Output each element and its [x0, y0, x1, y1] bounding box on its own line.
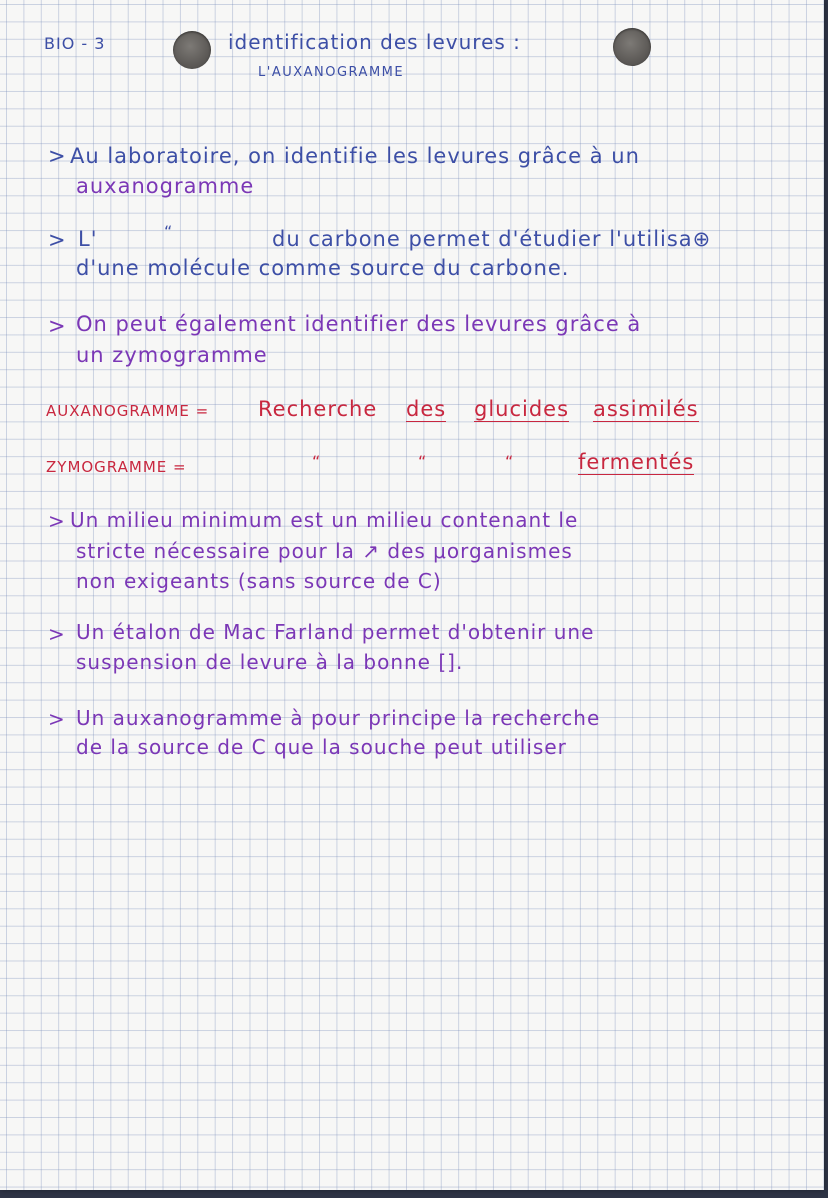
ditto-mark: “	[418, 452, 428, 471]
bullet-marker: >	[48, 228, 67, 252]
note-3-line-1: Un auxanogramme à pour principe la recherche	[76, 706, 601, 730]
auxanogramme-text-a: Recherche	[258, 397, 378, 421]
zymogramme-label: ZYMOGRAMME =	[46, 458, 187, 476]
auxanogramme-text-d: assimilés	[593, 397, 699, 421]
note-2-line-2: suspension de levure à la bonne [].	[76, 650, 464, 674]
ditto-mark: “	[164, 222, 174, 241]
ditto-mark: “	[505, 452, 515, 471]
note-marker: >	[48, 622, 66, 646]
auxanogramme-text-b: des	[406, 397, 447, 421]
auxanogramme-text-c: glucides	[474, 397, 570, 421]
bullet-2-line-1-start: L'	[78, 227, 98, 251]
note-2-line-1: Un étalon de Mac Farland permet d'obtenir une	[76, 620, 595, 644]
bullet-3-line-1: On peut également identifier des levures grâce à	[76, 312, 642, 336]
bullet-1-line-1: Au laboratoire, on identifie les levures grâce à un	[70, 144, 640, 168]
bullet-marker: >	[48, 144, 67, 168]
auxanogramme-label: AUXANOGRAMME =	[46, 402, 210, 420]
punch-hole-right	[613, 28, 651, 66]
course-code: BIO - 3	[44, 34, 106, 53]
bullet-2-line-1-end: du carbone permet d'étudier l'utilisa⊕	[272, 227, 712, 251]
page-subtitle: L'AUXANOGRAMME	[258, 65, 405, 80]
zymogramme-text: fermentés	[578, 450, 695, 474]
note-1-line-1: Un milieu minimum est un milieu contenant le	[70, 508, 579, 532]
bullet-2-line-2: d'une molécule comme source du carbone.	[76, 256, 570, 280]
note-marker: >	[48, 707, 66, 731]
note-3-line-2: de la source de C que la souche peut utiliser	[76, 735, 567, 759]
bullet-1-line-2: auxanogramme	[76, 174, 255, 198]
bullet-marker: >	[48, 314, 67, 338]
note-1-line-3: non exigeants (sans source de C)	[76, 569, 442, 593]
note-marker: >	[48, 509, 66, 533]
page-title: identification des levures :	[228, 30, 521, 54]
note-1-line-2: stricte nécessaire pour la ↗ des μorganismes	[76, 539, 573, 563]
ditto-mark: “	[312, 452, 322, 471]
bullet-3-line-2: un zymogramme	[76, 343, 268, 367]
punch-hole-left	[173, 31, 211, 69]
